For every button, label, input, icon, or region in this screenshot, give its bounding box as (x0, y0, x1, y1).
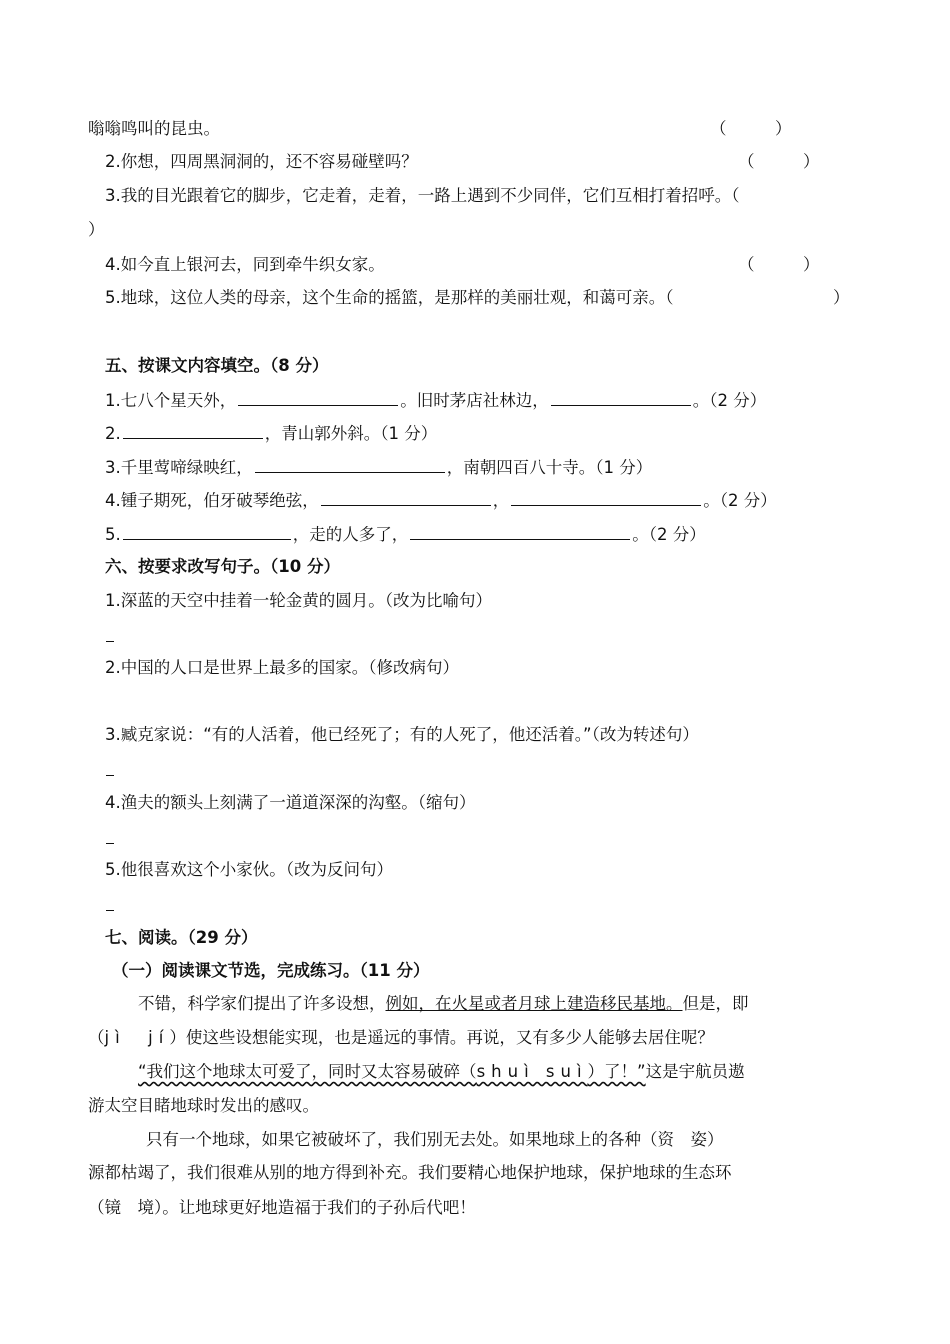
s5-q3 (105, 456, 652, 479)
s5-q4-blank1[interactable] (321, 489, 491, 506)
s6-q4: 4.渔夫的额头上刻满了一道道深深的沟壑。（缩句） (105, 793, 476, 812)
s5-q4-blank2[interactable] (511, 489, 701, 506)
s7-p2-line1 (138, 1061, 745, 1083)
s4-q1-paren-open: （ (710, 119, 727, 138)
s5-q2 (105, 422, 437, 445)
s5-q1-b: 。旧时茅店社林边， (400, 391, 549, 410)
s5-q1 (105, 389, 766, 412)
s6-q5: 5.他很喜欢这个小家伙。（改为反问句） (105, 860, 393, 879)
s7-p2-quote-a: “我们这个地球太可爱了，同时又太容易破碎（ (138, 1062, 477, 1081)
s7-p1-a: 不错，科学家们提出了许多设想， (138, 994, 386, 1013)
s5-q4-c: 。（2 分） (703, 491, 777, 510)
s7-p2-pinyin[interactable]: shuì suì (476, 1062, 588, 1081)
s4-q1-tail: 嗡嗡鸣叫的昆虫。 (88, 119, 220, 138)
s5-q1-blank1[interactable] (238, 389, 398, 406)
s7-title: 七、阅读。（29 分） (105, 928, 258, 947)
s4-q4-paren-close: ） (803, 255, 820, 274)
s5-q4 (105, 489, 777, 512)
s5-title: 五、按课文内容填空。（8 分） (105, 356, 329, 375)
s5-q4-a: 4.锺子期死，伯牙破琴绝弦， (105, 491, 319, 510)
s5-q5-blank2[interactable] (410, 523, 630, 540)
s7-p1-line2-open: （ (88, 1028, 105, 1047)
s7-p2-line2: 游太空目睹地球时发出的感叹。 (88, 1096, 319, 1115)
s7-p1-underlined: 例如，在火星或者月球上建造移民基地。 (385, 994, 683, 1013)
s6-q3: 3.臧克家说：“有的人活着，他已经死了；有的人死了，他还活着。”（改为转述句） (105, 725, 699, 744)
s4-q3: 3.我的目光跟着它的脚步，它走着，走着，一路上遇到不少同伴，它们互相打着招呼。（ (105, 186, 740, 205)
s7-p2-b: 这是宇航员遨 (645, 1062, 745, 1081)
s6-q2: 2.中国的人口是世界上最多的国家。（修改病句） (105, 658, 459, 677)
s4-q2-paren-close: ） (803, 152, 820, 171)
s4-q2-paren-open: （ (738, 152, 755, 171)
s6-q3-answer-line[interactable] (106, 775, 114, 776)
s4-q2: 2.你想，四周黑洞洞的，还不容易碰壁吗？ (105, 152, 418, 171)
s5-q5 (105, 523, 706, 546)
s5-q5-b: ，走的人多了， (292, 525, 409, 544)
s6-q4-answer-line[interactable] (106, 843, 114, 844)
s7-p1-pinyin[interactable]: jì jí (104, 1028, 170, 1047)
s6-q1-answer-line[interactable] (106, 641, 114, 642)
s4-q4-paren-open: （ (738, 255, 755, 274)
s7-p1-line2-rest: ）使这些设想能实现，也是遥远的事情。再说，又有多少人能够去居住呢？ (169, 1028, 714, 1047)
s7-p1-line1 (138, 993, 749, 1015)
s5-q2-a: 2. (105, 424, 121, 443)
s4-q5: 5.地球，这位人类的母亲，这个生命的摇篮，是那样的美丽壮观，和蔼可亲。（ (105, 288, 674, 307)
s6-q1: 1.深蓝的天空中挂着一轮金黄的圆月。（改为比喻句） (105, 591, 492, 610)
s5-q1-c: 。（2 分） (692, 391, 767, 410)
s7-p3-line2: 源都枯竭了，我们很难从别的地方得到补充。我们要精心地保护地球，保护地球的生态环 (88, 1163, 732, 1182)
s4-q3-close: ） (88, 220, 105, 239)
s6-q5-answer-line[interactable] (106, 910, 114, 911)
s4-q1-paren-close: ） (775, 119, 792, 138)
s6-title: 六、按要求改写句子。（10 分） (105, 557, 340, 576)
s5-q4-b: ， (492, 491, 510, 510)
s5-q3-b: ，南朝四百八十寺。（1 分） (446, 458, 653, 477)
s5-q5-a: 5. (105, 525, 121, 544)
s4-q4: 4.如今直上银河去，同到牵牛织女家。 (105, 255, 385, 274)
s5-q5-blank1[interactable] (123, 523, 291, 540)
s7-p2-quote-b: ）了！” (587, 1062, 646, 1081)
s5-q2-blank[interactable] (123, 422, 263, 439)
s7-p1-line2 (88, 1027, 714, 1049)
s5-q3-blank[interactable] (255, 456, 445, 473)
s5-q5-c: 。（2 分） (632, 525, 706, 544)
s5-q1-a: 1.七八个星天外， (105, 391, 237, 410)
s7-sub1-title: （一）阅读课文节选，完成练习。（11 分） (112, 961, 430, 980)
s5-q1-blank2[interactable] (551, 389, 691, 406)
s4-q5-paren-close: ） (833, 288, 850, 307)
s7-p1-b: 但是，即 (682, 994, 749, 1013)
s7-p3-line3: （镜 境）。让地球更好地造福于我们的子孙后代吧！ (88, 1198, 476, 1217)
s5-q3-a: 3.千里莺啼绿映红， (105, 458, 253, 477)
s7-p3-line1: 只有一个地球，如果它被破坏了，我们别无去处。如果地球上的各种（资 姿） (146, 1130, 724, 1149)
s5-q2-b: ，青山郭外斜。（1 分） (264, 424, 438, 443)
